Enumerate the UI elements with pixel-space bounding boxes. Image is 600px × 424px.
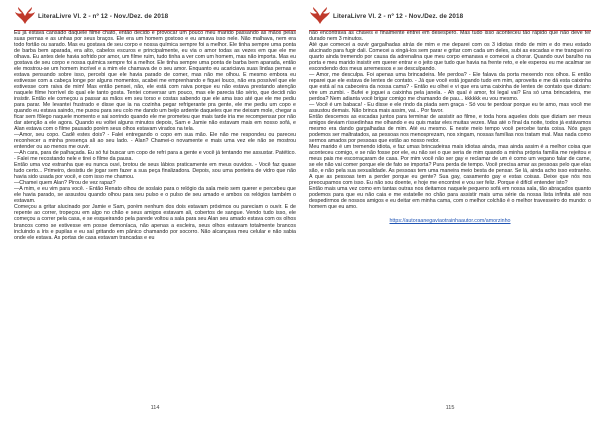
left-page xyxy=(14,0,296,424)
author-link[interactable]: https://autoraanegaviaotrainhaautor.com/amorzinho xyxy=(389,218,511,225)
right-paragraph: Até que comecei a ouvir gargalhadas atrás de mim e me deparei com os 3 idiotas rindo de mim e do meu estado alucinado para fugir dali. Comecei a xingá-los sem parar e gritar com cada um deles, subi as escadas e me tranquei no quarto ainda tremendo por causa da adrenalina que meu corpo emanava e comecei a chorar. Quando ouvi barulho na porta e meu marido insistir em querer entrar e o jeito que tudo que havia na frente reto, e ele esperou eu me acalmar se escondendo dos meus arremessos e se desculpando. xyxy=(309,42,591,73)
left-page-body xyxy=(14,30,296,241)
left-page-header xyxy=(14,6,296,32)
left-paragraph: —Ah cara, para de palhaçada. Eu só fui buscar um copo de refri para a gente e você já tentando me assustar. Patético. - Falei me recostando nele e tirei o filme da pausa. xyxy=(14,150,296,163)
right-paragraph: Então descemos as escadas juntos para terminar de assistir ao filme, e toda hora aqueles dois que diziam ser meus amigos deviam ríssedinhas me olhando e eu quis matar eles muitas vezes. Mas até o final da noite, todos já estávamos mesmo era dando gargalhadas de mim. Até eu mesmo. E neste meio tempo você percebe tanta coisa. Nós gays podemos ser maltratados, as pessoas nos menosprezam, nos xingam, nossas famílias nos tratam mal. Mas nada como sermos amados por pessoas que estão ao nosso redor. xyxy=(309,114,591,145)
right-page xyxy=(309,0,591,424)
right-page-number: 115 xyxy=(445,405,455,411)
right-page-header xyxy=(309,6,591,32)
left-header-title: LiteraLivre Vl. 2 - nº 12 - Nov./Dez. de 2018 xyxy=(38,13,169,20)
right-paragraph: Então mais uma vez como em tantas outras nos deitamos naquele pequeno sofá em nossa sala, tão abraçados quanto podemos para que eu não caia e me estatelle no chão para assistir mais uma série da nossa lista infinita até nos despedirmos de nossos amigos e eu deitar em minha cama, com o melhor colchão é o melhor travesseiro do mundo: o homem que eu amo. xyxy=(309,186,591,211)
right-paragraph: Meu marido é um tremendo idiota, e faz umas brincadeiras mais idiotas ainda, mas ainda assim é a melhor coisa que aconteceu comigo, e se não fosse por ele, eu não sei o que seria de mim quando a minha própria família me rejeitou e meus pais me escorraçaram de casa. Por mim você não ser gay e reclamar de um é como um vegano falar de carne, se ele não vai comer porque ele de fato se importa? Pura perda de tempo. Você precisa amar as pessoas pelo que elas são, e não pela sua sexualidade. As pessoas tem uma maneira meio besta de pensar. Se lá, ainda acho isso estranho. A que as pessoas tem a perder porque eu gente? Sua gay, casamento gay e estas coisas. Deixe que nós nos preocupamos com isso. Eu não sou doente, e hoje me encontrei e vou ser feliz. Porque é difícil entender isto? xyxy=(309,144,591,187)
right-paragraph: — Você é um babaca! - Eu disse e ele rindo da piada sem graça - Só vou te perdoar porque eu te amo, mas você me assustou demais. Não brinca mais assim, vai... Por favor. xyxy=(309,102,591,115)
right-paragraph: — Amor, me desculpa. Foi apenas uma brincadeira. Me perdoa? - Ele falava da porta mexendo nos olhos. E então reparei que ele estava de lentes de contato. - Já que você está jogando tudo em mim, aproveita e me dá esta caixinha que está aí na cabeceira da nossa cama? - Então eu olhei e vi que era uma caixinha de lentes de contato que diziam: vire um zumbi. - Bufei e joguei a caixinha pela janela. - Ah qual é amor, foi legal vai? Era só uma brincadeira, me perdoa? Nem adianta você brigar comigo me chamando de pau... kkkkkk eu vou mesmo. xyxy=(309,72,591,103)
left-paragraph: —Amor, seu copo. Cadê estes dois? - Falei entregando o copo em sua mão. Ele não me respondeu ou pareceu reconhecer a minha presença ali ao seu lado. - Alan? Chamei-o novamente e mais uma vez ele não se mostrou entender ou ao menos me ouvir. xyxy=(14,132,296,151)
right-paragraph: não encontrava as chaves e finalmente entrei em desespero. Mas tudo isso aconteceu tão rápido que não deve ter durado nem 3 minutos. xyxy=(309,30,591,43)
left-paragraph: —Chamei quem Alan? Pirou de vez rapaz? xyxy=(14,180,116,187)
left-paragraph: Começou a gritar alucinado por Jamie e Sam, porém nenhum dos dois estavam próximos ou pareciam o ouvir. E de repente ao correr, tropeçou em algo no chão e seus amigos estavam ali, cobertos de sangue. Vendo tudo isso, ele começou a correr pela casa, e se esqueirando pela parede voltou a sala para seu Alan seu amado estava com os olhos brancos como se estivesse em posse demoníaca, não apenas a escleira, seus olhos estavam totalmente brancos incluindo a íris e pupilas e eu saí gritando em pânico chamando por socorro. Não alcançava meu celular e não sabia onde ele estava. As portas de casa estavam trancadas e eu xyxy=(14,204,296,241)
left-paragraph: Eu já estava cansado daquele filme chato, então decido e provocar um pouco meu marido passando as mãos pelas suas pernas e as unhas por seus braços. Ele era um homem gostoso e eu amava isso nele. Não malhava, nem era todo fortão ou sarado. Mas eu gostava de seu corpo e nossa química sempre foi a melhor. Ele tinha sempre uma ponta de barba bem aparada, era alto, cabelos escuros e principalmente, eu via o amor todas as vezes em que ele me olhava. Eu antes dele havia sofrido por amor, um filme ruim, tudo tinha a ver com um homem, mas não importa. Mas eu gostava de seu corpo e nossa química sempre foi a melhor. Ele tinha sempre uma ponta de barba bem aparada, então ele mostrou-se um homem incrível e a mim ele chamava de o seu amor. Enquanto eu acariciava suas lindas pernas e estava pensando sobre isso, percebi que ele havia parado de comer, mas não me olhou. E mesmo embora eu estivesse com a cabeça longe por alguns momentos, acabei me emprenhando e fiquei louco, não era possível que ele estivesse com raiva de mim! Mas então pensei, não, ele está com raiva porque eu não estava prestando atenção naquele filme horrível do qual ele tanto gosta. Tentei conversar um pouco, mas ele parecia tão sério, que decidi não insistir. Então ele começou a passar as mãos em seu torso e costas sabendo que ele ama isso até que ele me pediu para parar. Me levantei frustrado e disse que ia na cozinha pegar refrigerante pra gente, ele me pediu um copo e quando eu estava saindo, me puxou para seu colo me dando um beijo ardente daqueles que me deixam mole, chegar a ficar sem fôlego naquele momento e sai sorrindo quando ele me prometeu que mais tarde iria me recompensar por não dar atenção a ele agora. Quando eu voltei alguns minutos depois, Sam e Jamie não estavam mais em nosso sofá, e Alan estava com o filme pausado porém seus olhos estavam virados na tela. xyxy=(14,30,296,133)
right-header-title: LiteraLivre Vl. 2 - nº 12 - Nov./Dez. de 2018 xyxy=(333,13,464,20)
left-paragraph: —A mim, e eu vim para você. - Então Renato olhou de soslaio para o relógio da sala meio sem querer e percebeu que ele havia parado, se assustou quando olhou para seu pulso e o pulso de seu amado e ambos os relógios também o estavam. xyxy=(14,186,296,205)
winged-logo-icon xyxy=(309,6,331,26)
winged-logo-icon xyxy=(14,6,36,26)
left-page-number: 114 xyxy=(150,405,160,411)
left-paragraph: Então uma voz estranha que eu nunca ouvi, brotou de seus lábios praticamente em meus ouvidos. - Você faz quase tudo certo... Primeiro, desistiu de jogar sem fazer a sua peça finalizadora. Depois, sou uma ponteira de vidro que não havia sido usada por você, e com isso me chamou. xyxy=(14,162,296,181)
right-page-body xyxy=(309,30,591,224)
